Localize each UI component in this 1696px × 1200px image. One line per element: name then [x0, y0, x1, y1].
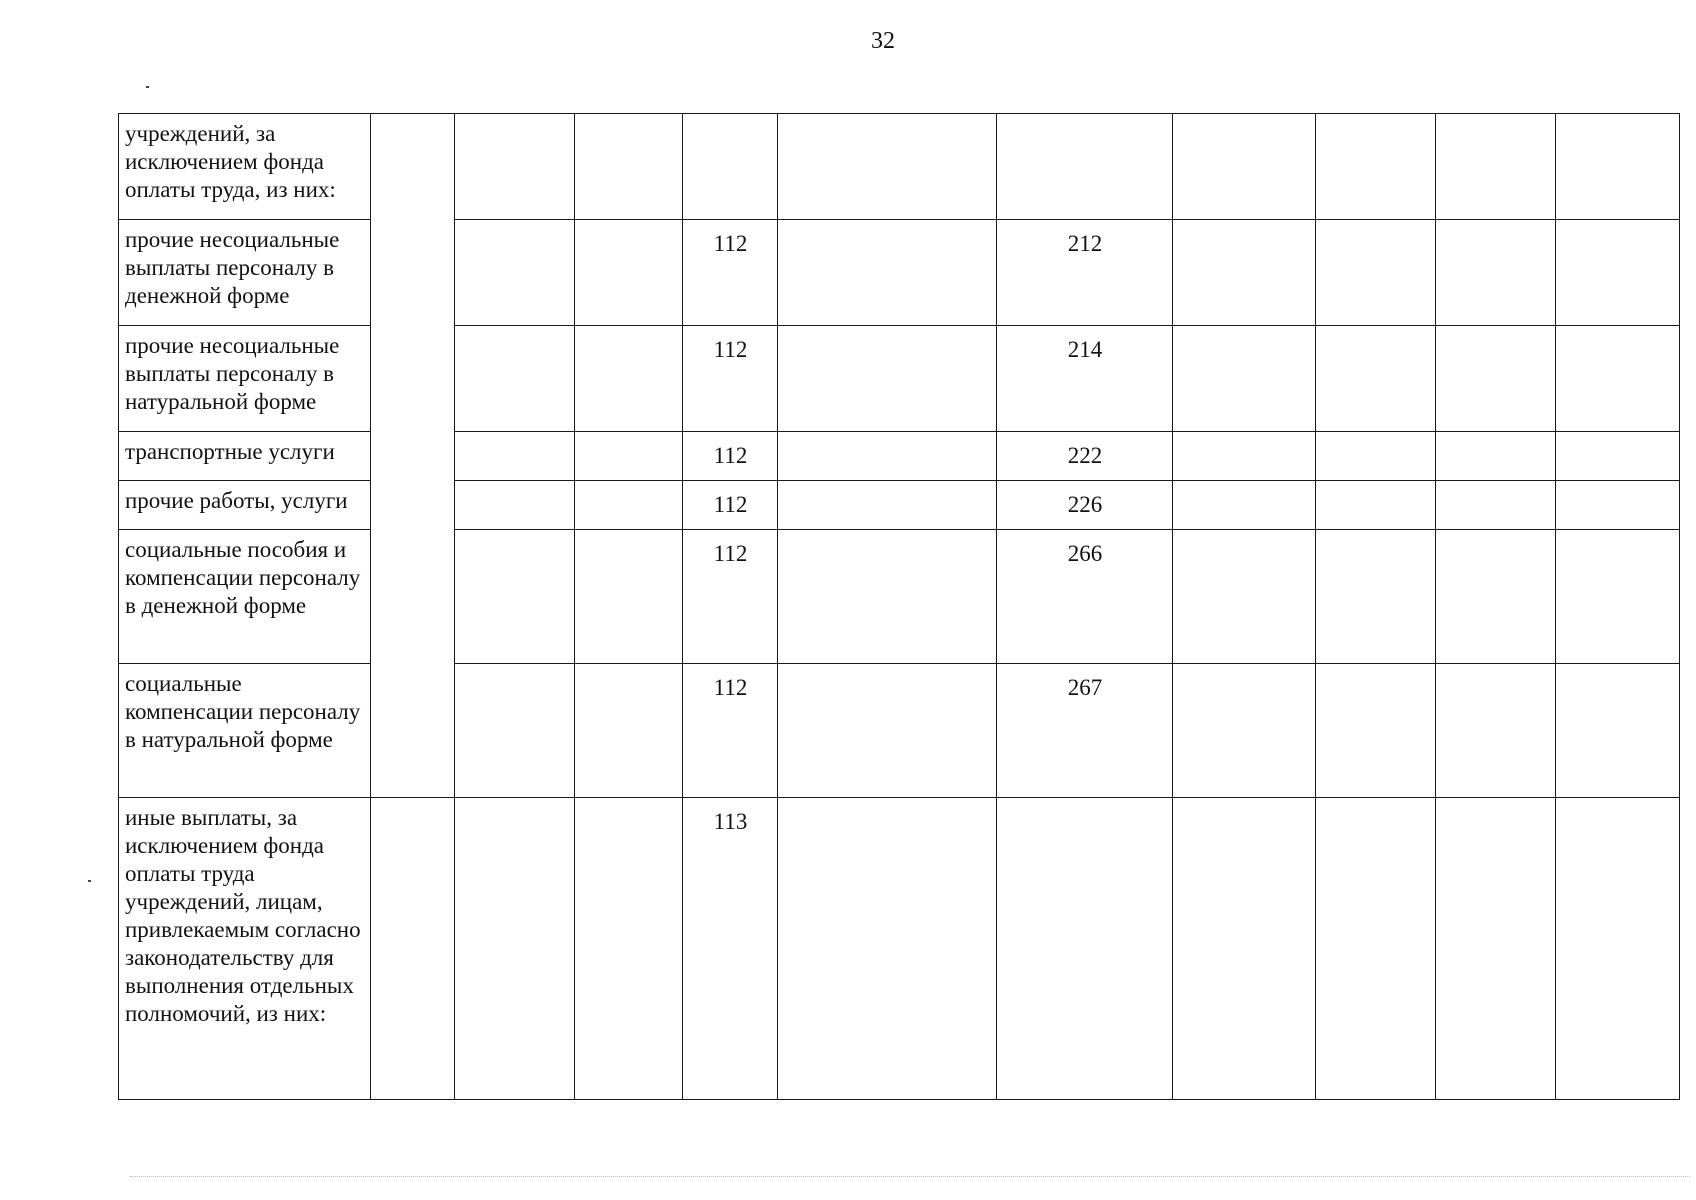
- empty-cell: [455, 220, 575, 326]
- empty-cell: [575, 530, 683, 664]
- empty-cell: [1173, 326, 1316, 432]
- empty-cell: [1316, 664, 1436, 798]
- kosgu-code-cell: [997, 114, 1173, 220]
- empty-cell: [1173, 432, 1316, 481]
- empty-cell: [1316, 114, 1436, 220]
- empty-cell: [1316, 220, 1436, 326]
- table-row: [119, 798, 1680, 1100]
- empty-cell: [1436, 798, 1556, 1100]
- kosgu-code-cell: 266: [997, 530, 1173, 664]
- empty-cell: [1316, 530, 1436, 664]
- empty-cell: [575, 481, 683, 530]
- empty-cell: [778, 530, 997, 664]
- expenditure-table: [118, 113, 1680, 1100]
- empty-cell: [1556, 798, 1680, 1100]
- empty-cell: [455, 114, 575, 220]
- empty-cell: [575, 432, 683, 481]
- empty-cell: [1436, 114, 1556, 220]
- empty-cell: [1556, 114, 1680, 220]
- expense-code-cell: 112: [683, 326, 778, 432]
- empty-cell: [455, 326, 575, 432]
- row-name-cell: социальные пособия и компенсации персоналу в денежной форме: [119, 530, 371, 664]
- empty-cell: [1173, 530, 1316, 664]
- empty-cell: [778, 114, 997, 220]
- table-row: [119, 530, 1680, 664]
- expense-code-cell: 112: [683, 220, 778, 326]
- empty-cell: [371, 798, 455, 1100]
- row-name-cell: прочие работы, услуги: [119, 481, 371, 530]
- table-row: [119, 220, 1680, 326]
- empty-cell: [778, 432, 997, 481]
- empty-cell: [1436, 664, 1556, 798]
- empty-cell: [1436, 326, 1556, 432]
- empty-cell: [455, 432, 575, 481]
- expenditure-table-wrapper: [118, 113, 1680, 1100]
- page-number: 32: [871, 28, 895, 54]
- empty-cell: [455, 530, 575, 664]
- empty-cell: [455, 664, 575, 798]
- kosgu-code-cell: 226: [997, 481, 1173, 530]
- table-row: [119, 664, 1680, 798]
- expense-code-cell: 113: [683, 798, 778, 1100]
- kosgu-code-cell: 214: [997, 326, 1173, 432]
- merged-empty-column: [371, 114, 455, 798]
- empty-cell: [1556, 530, 1680, 664]
- empty-cell: [778, 220, 997, 326]
- empty-cell: [1173, 481, 1316, 530]
- empty-cell: [455, 798, 575, 1100]
- empty-cell: [455, 481, 575, 530]
- expense-code-cell: [683, 114, 778, 220]
- empty-cell: [1556, 481, 1680, 530]
- empty-cell: [1173, 220, 1316, 326]
- scan-speck: [146, 86, 149, 88]
- empty-cell: [778, 326, 997, 432]
- empty-cell: [778, 798, 997, 1100]
- empty-cell: [575, 798, 683, 1100]
- scan-speck: [88, 880, 91, 882]
- empty-cell: [575, 114, 683, 220]
- empty-cell: [1556, 664, 1680, 798]
- empty-cell: [1173, 798, 1316, 1100]
- empty-cell: [1556, 220, 1680, 326]
- empty-cell: [1173, 114, 1316, 220]
- expense-code-cell: 112: [683, 432, 778, 481]
- row-name-cell: транспортные услуги: [119, 432, 371, 481]
- row-name-cell: прочие несоциальные выплаты персоналу в натуральной форме: [119, 326, 371, 432]
- table-row: [119, 432, 1680, 481]
- empty-cell: [1436, 432, 1556, 481]
- empty-cell: [778, 664, 997, 798]
- empty-cell: [575, 220, 683, 326]
- expense-code-cell: 112: [683, 664, 778, 798]
- empty-cell: [1316, 326, 1436, 432]
- empty-cell: [1436, 530, 1556, 664]
- kosgu-code-cell: 212: [997, 220, 1173, 326]
- empty-cell: [1316, 432, 1436, 481]
- table-row: [119, 481, 1680, 530]
- empty-cell: [1316, 481, 1436, 530]
- empty-cell: [575, 326, 683, 432]
- scan-noise-line: [130, 1176, 1690, 1181]
- kosgu-code-cell: [997, 798, 1173, 1100]
- empty-cell: [1173, 664, 1316, 798]
- empty-cell: [1436, 220, 1556, 326]
- table-row: [119, 114, 1680, 220]
- table-row: [119, 326, 1680, 432]
- empty-cell: [1556, 432, 1680, 481]
- kosgu-code-cell: 267: [997, 664, 1173, 798]
- empty-cell: [778, 481, 997, 530]
- empty-cell: [1316, 798, 1436, 1100]
- expense-code-cell: 112: [683, 481, 778, 530]
- row-name-cell: учреждений, за исключением фонда оплаты труда, из них:: [119, 114, 371, 220]
- expense-code-cell: 112: [683, 530, 778, 664]
- row-name-cell: иные выплаты, за исключением фонда оплаты труда учреждений, лицам, привлекаемым согласно законодательству для выполнения отдельных полномочий, из них:: [119, 798, 371, 1100]
- empty-cell: [1436, 481, 1556, 530]
- empty-cell: [1556, 326, 1680, 432]
- row-name-cell: социальные компенсации персоналу в натуральной форме: [119, 664, 371, 798]
- kosgu-code-cell: 222: [997, 432, 1173, 481]
- empty-cell: [575, 664, 683, 798]
- row-name-cell: прочие несоциальные выплаты персоналу в денежной форме: [119, 220, 371, 326]
